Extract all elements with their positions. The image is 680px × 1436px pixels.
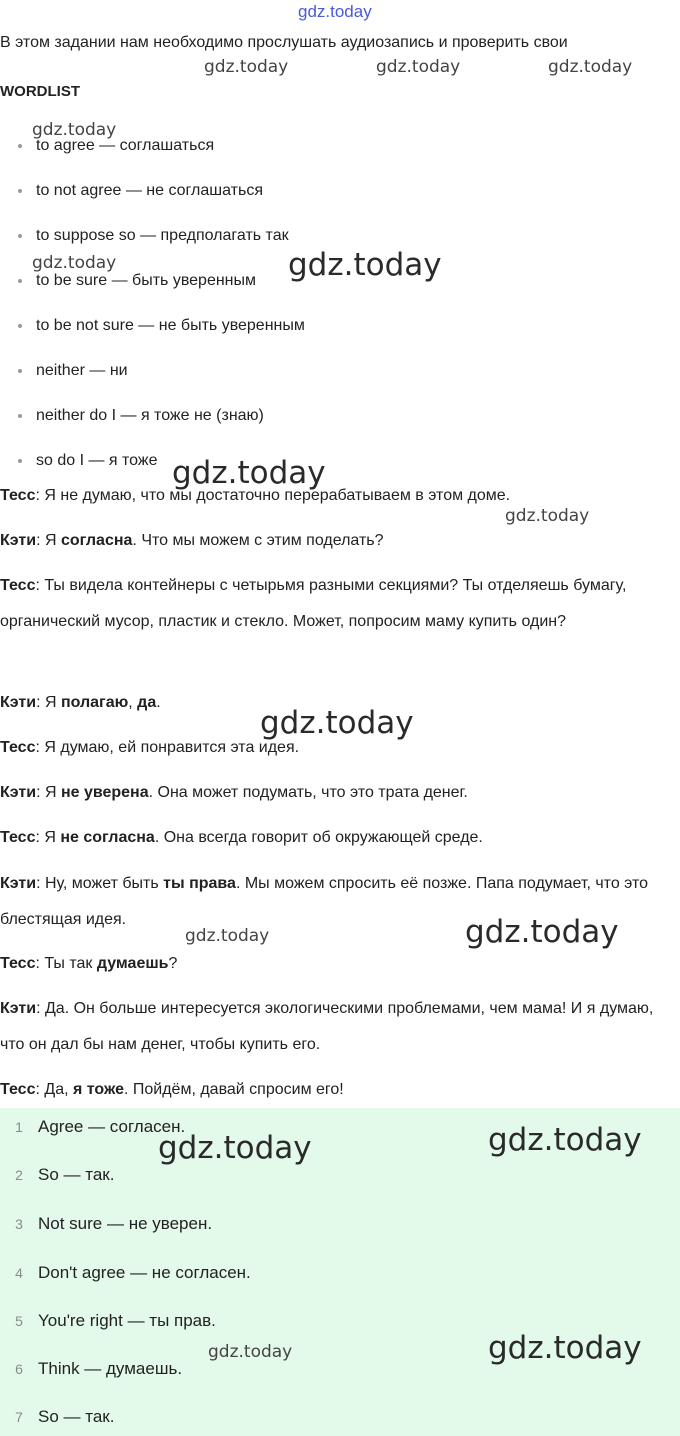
highlighted-phrase: не уверена: [60, 784, 149, 801]
wordlist-item: [0, 272, 256, 290]
dialogue-line: [0, 523, 676, 559]
highlighted-phrase: не согласна: [60, 829, 155, 846]
watermark: gdz.today: [172, 455, 326, 491]
watermark: gdz.today: [488, 1122, 642, 1158]
highlighted-phrase: да: [137, 694, 157, 711]
wordlist-item-text: to suppose so — предполагать так: [36, 227, 289, 244]
bullet-icon: [18, 369, 22, 373]
dialogue-text: . Она может подумать, что это трата денег.: [148, 784, 468, 801]
wordlist-item-text: to not agree — не соглашаться: [36, 182, 263, 199]
answer-item: [0, 1311, 216, 1331]
answer-text: So — так.: [38, 1165, 115, 1184]
speaker-name: Тесс: [0, 829, 36, 846]
dialogue-text: : Я думаю, ей понравится эта идея.: [35, 739, 300, 756]
speaker-name: Тесс: [0, 487, 36, 504]
bullet-icon: [18, 459, 22, 463]
wordlist-item-text: neither do I — я тоже не (знаю): [36, 407, 264, 424]
dialogue-line: [0, 775, 676, 811]
dialogue-text: ,: [128, 694, 138, 711]
highlighted-phrase: полагаю: [60, 694, 129, 711]
highlighted-phrase: ты права: [163, 875, 236, 892]
wordlist-item-text: neither — ни: [36, 362, 128, 379]
speaker-name: Кэти: [0, 694, 37, 711]
bullet-icon: [18, 279, 22, 283]
wordlist-item: [0, 182, 263, 200]
dialogue-line: [0, 820, 676, 856]
dialogue-text: .: [156, 694, 161, 711]
answer-item: [0, 1407, 114, 1427]
wordlist-item-text: so do I — я тоже: [36, 452, 158, 469]
wordlist-item: [0, 317, 305, 335]
answer-number: 7: [15, 1409, 23, 1425]
dialogue-text: . Что мы можем с этим поделать?: [132, 532, 384, 549]
speaker-name: Тесс: [0, 739, 36, 756]
answer-number: 2: [15, 1167, 23, 1183]
dialogue-text: : Я: [35, 829, 61, 846]
answer-text: Think — думаешь.: [38, 1359, 183, 1378]
bullet-icon: [18, 144, 22, 148]
speaker-name: Кэти: [0, 532, 37, 549]
watermark: gdz.today: [185, 926, 270, 946]
dialogue-text: : Да,: [35, 1081, 73, 1098]
speaker-name: Кэти: [0, 875, 37, 892]
highlighted-phrase: думаешь: [96, 955, 169, 972]
watermark: gdz.today: [260, 705, 414, 741]
dialogue-text: . Она всегда говорит об окружающей среде.: [154, 829, 483, 846]
answer-item: [0, 1359, 182, 1379]
dialogue-line: [0, 568, 676, 640]
dialogue-text: : Я: [36, 532, 61, 549]
highlighted-phrase: согласна: [60, 532, 133, 549]
bullet-icon: [18, 189, 22, 193]
answer-item: [0, 1263, 251, 1283]
dialogue-text: : Да. Он больше интересуется экологическими проблемами, чем мама! И я думаю, что он дал бы нам денег, чтобы купить его.: [0, 1000, 654, 1053]
dialogue-text: : Ты так: [35, 955, 97, 972]
watermark: gdz.today: [376, 57, 461, 77]
answer-text: Agree — согласен.: [38, 1117, 186, 1136]
dialogue-line: [0, 946, 676, 982]
dialogue-text: : Ну, может быть: [36, 875, 164, 892]
dialogue-line: [0, 991, 676, 1063]
watermark: gdz.today: [505, 506, 590, 526]
dialogue-text: . Пойдём, давай спросим его!: [123, 1081, 344, 1098]
answer-number: 1: [15, 1119, 23, 1135]
wordlist-item: [0, 407, 264, 425]
dialogue-text: : Я: [36, 694, 61, 711]
wordlist-title: WORDLIST: [0, 83, 80, 100]
answer-item: [0, 1214, 212, 1234]
highlighted-phrase: я тоже: [72, 1081, 124, 1098]
intro-text: В этом задании нам необходимо прослушать аудиозапись и проверить свои: [0, 34, 568, 51]
dialogue-text: ?: [168, 955, 178, 972]
answer-text: Not sure — не уверен.: [38, 1214, 213, 1233]
watermark: gdz.today: [158, 1130, 312, 1166]
bullet-icon: [18, 414, 22, 418]
watermark: gdz.today: [488, 1330, 642, 1366]
watermark: gdz.today: [465, 914, 619, 950]
speaker-name: Кэти: [0, 784, 37, 801]
wordlist-item: [0, 227, 289, 245]
speaker-name: Тесс: [0, 955, 36, 972]
answer-text: You're right — ты прав.: [38, 1311, 216, 1330]
speaker-name: Тесс: [0, 577, 36, 594]
speaker-name: Тесс: [0, 1081, 36, 1098]
dialogue-text: : Ты видела контейнеры с четырьмя разными секциями? Ты отделяешь бумагу, органический мусор, пластик и стекло. Может, попросим маму купить один?: [0, 577, 627, 630]
dialogue-text: : Я не думаю, что мы достаточно перерабатываем в этом доме.: [35, 487, 511, 504]
answer-text: Don't agree — не согласен.: [38, 1263, 251, 1282]
watermark-top: gdz.today: [298, 2, 372, 21]
answer-number: 3: [15, 1216, 23, 1232]
watermark: gdz.today: [288, 247, 442, 283]
watermark: gdz.today: [32, 120, 117, 140]
wordlist-item-text: to be sure — быть уверенным: [36, 272, 257, 289]
dialogue-text: . Мы можем спросить её позже. Папа подумает, что это блестящая идея.: [0, 875, 649, 928]
answer-number: 4: [15, 1265, 23, 1281]
watermark: gdz.today: [204, 57, 289, 77]
speaker-name: Кэти: [0, 1000, 37, 1017]
bullet-icon: [18, 234, 22, 238]
watermark: gdz.today: [208, 1342, 293, 1362]
wordlist-item: [0, 362, 128, 380]
answer-text: So — так.: [38, 1407, 115, 1426]
answer-number: 6: [15, 1361, 23, 1377]
dialogue-line: [0, 1072, 676, 1108]
watermark: gdz.today: [32, 253, 117, 273]
answer-number: 5: [15, 1313, 23, 1329]
answer-item: [0, 1165, 114, 1185]
wordlist-item-text: to be not sure — не быть уверенным: [36, 317, 305, 334]
dialogue-text: : Я: [36, 784, 61, 801]
wordlist-item: [0, 452, 158, 470]
bullet-icon: [18, 324, 22, 328]
wordlist-item-text: to agree — соглашаться: [36, 137, 215, 154]
watermark: gdz.today: [548, 57, 633, 77]
